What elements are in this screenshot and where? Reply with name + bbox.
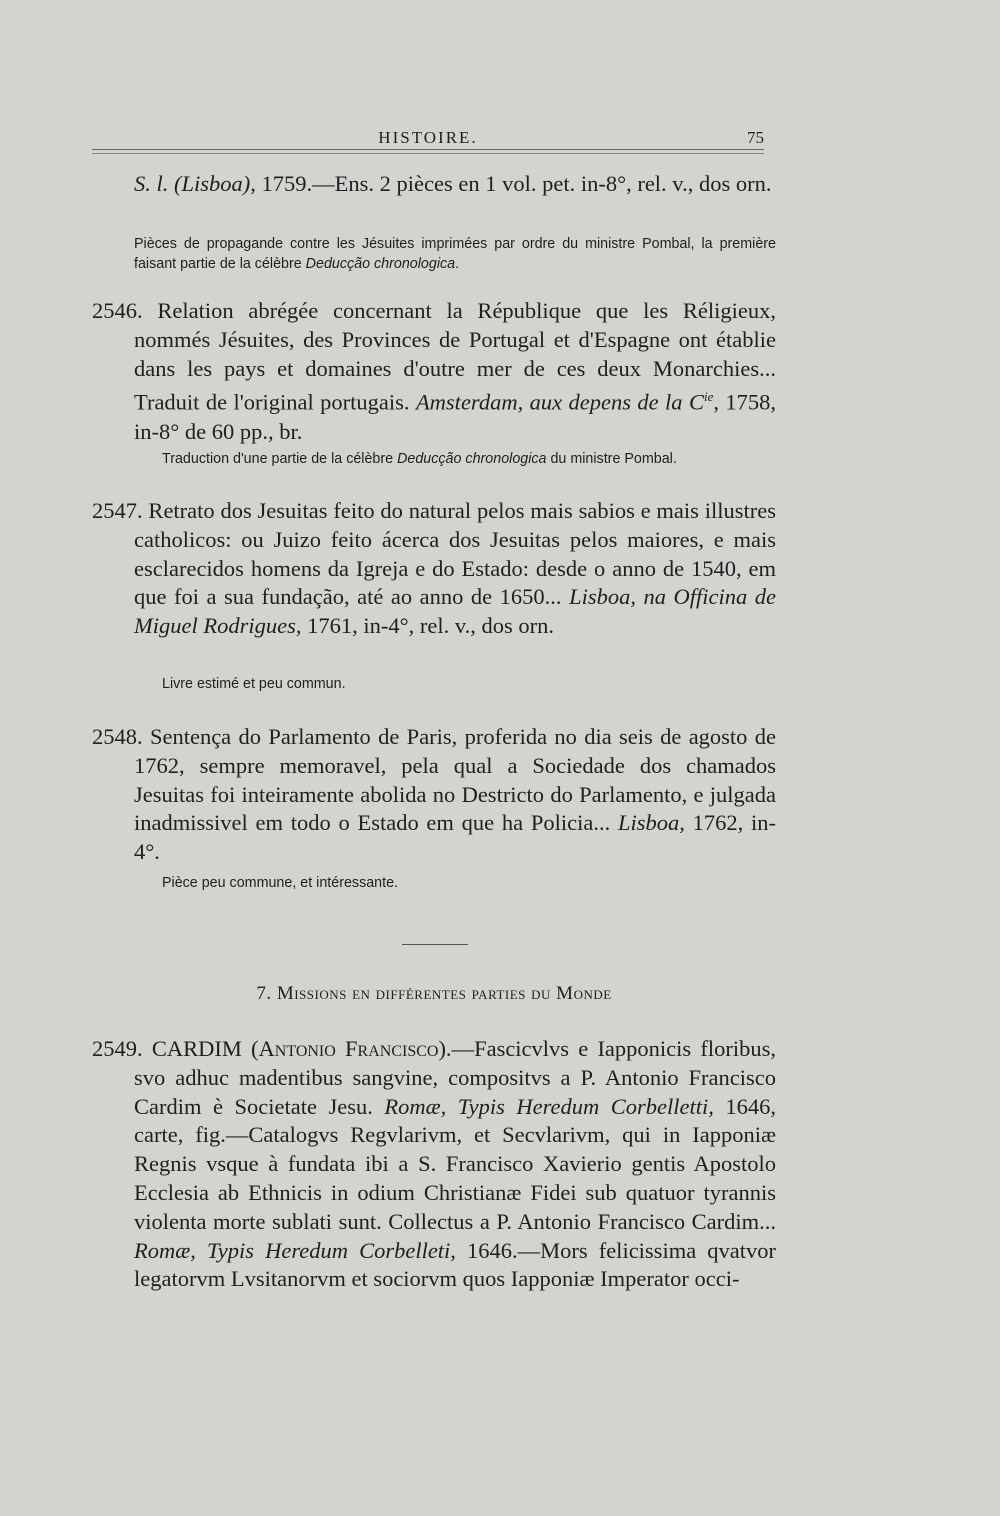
entry-author: CARDIM <box>142 1036 252 1061</box>
entry-number: 2547. <box>92 498 143 523</box>
note-text: Traduction d'une partie de la célèbre <box>162 451 398 467</box>
entry-author-forename: (Antonio Francisco). <box>251 1036 452 1061</box>
entry-details: 1762, in-4°. <box>134 810 776 865</box>
entry-text: —Fascicvlvs e Iapponicis floribus, svo adhuc madentibus sangvine, compositvs a P. Antonio Francisco Cardim è Societate Jesu. <box>134 1036 776 1119</box>
entry-text: 1646.—Mors felicissima qvatvor legatorvm Lvsitanorvm et sociorvm quos Iapponiæ Imperator occi- <box>134 1237 776 1292</box>
entry-continuation <box>134 170 776 199</box>
header-rule <box>92 153 764 154</box>
header-rule <box>92 149 764 150</box>
entry-2549 <box>92 1035 776 1294</box>
section-separator <box>402 944 468 945</box>
note-text: Pièces de propagande contre les Jésuites imprimées par ordre du ministre Pombal, la première faisant partie de la célèbre <box>134 236 776 272</box>
entry-number: 2548. <box>92 724 143 749</box>
entry-text: Relation abrégée concernant la République que les Réligieux, nommés Jésuites, des Provinces de Portugal et d'Espagne ont établie dans les pays et domaines d'outre mer de ces deux Monarchies... Traduit de l'original portugais. <box>134 298 776 415</box>
section-heading: 7. Missions en différentes parties du Monde <box>256 983 612 1004</box>
entry-superscript: ie <box>703 389 714 405</box>
note-italic: Deducção chronologica <box>397 451 547 467</box>
entry-text: 1646, carte, fig.—Catalogvs Regvlarivm, et Secvlarivm, qui in Iapponiæ Regnis vsque à fundata ibi a S. Francisco Xavierio gentis Apostolo Ecclesia ab Ethnicis in odium Christianæ Fidei sub quatuor tyrannis violenta morte sublati sunt. Collectus a P. Antonio Francisco Cardim... <box>134 1093 776 1234</box>
entry-note: Pièce peu commune, et intéressante. <box>162 875 399 891</box>
entry-2548 <box>92 723 776 867</box>
imprint-details: 1759.—Ens. 2 pièces en 1 vol. pet. in-8°, rel. v., dos orn. <box>255 171 772 196</box>
entry-note <box>162 449 776 469</box>
header-title: HISTOIRE. <box>378 128 478 147</box>
entry-imprint: Romæ, Typis Heredum Corbelleti, <box>134 1237 456 1263</box>
entry-imprint: Romæ, Typis Heredum Corbelletti, <box>384 1093 714 1119</box>
entry-2546 <box>92 297 776 446</box>
page-number: 75 <box>747 128 764 147</box>
entry-text: Sentença do Parlamento de Paris, proferida no dia seis de agosto de 1762, sempre memoravel, pela qual a Sociedade dos chamados Jesuitas foi inteiramente abolida no Destricto do Parlamento, e julgada inadmissivel em todo o Estado em que ha Policia... <box>134 724 776 836</box>
entry-imprint: Amsterdam, aux depens de la C <box>415 389 704 415</box>
entry-note <box>134 234 776 274</box>
entry-details: , 1758, in-8° de 60 pp., br. <box>134 389 776 444</box>
note-end: . <box>455 256 460 272</box>
entry-details: 1761, in-4°, rel. v., dos orn. <box>301 613 554 639</box>
imprint-place: S. l. (Lisboa), <box>134 171 256 196</box>
entry-note: Livre estimé et peu commun. <box>162 676 346 692</box>
entry-2547 <box>92 497 776 641</box>
entry-imprint: Lisboa, <box>617 810 685 836</box>
entry-number: 2549. <box>92 1036 143 1061</box>
entry-imprint: Lisboa, na Officina de Miguel Rodrigues, <box>134 584 776 639</box>
entry-text: Retrato dos Jesuitas feito do natural pelos mais sabios e mais illustres catholicos: ou Juizo feito ácerca dos Jesuitas pelos maiores, e mais esclarecidos homens da Igreja e do Estado: desde o anno de 1540, em que foi a sua fundação, até ao anno de 1650... <box>134 498 776 610</box>
note-italic: Deducção chronologica <box>305 256 456 272</box>
entry-number: 2546. <box>92 298 143 323</box>
note-end: du ministre Pombal. <box>546 451 677 467</box>
